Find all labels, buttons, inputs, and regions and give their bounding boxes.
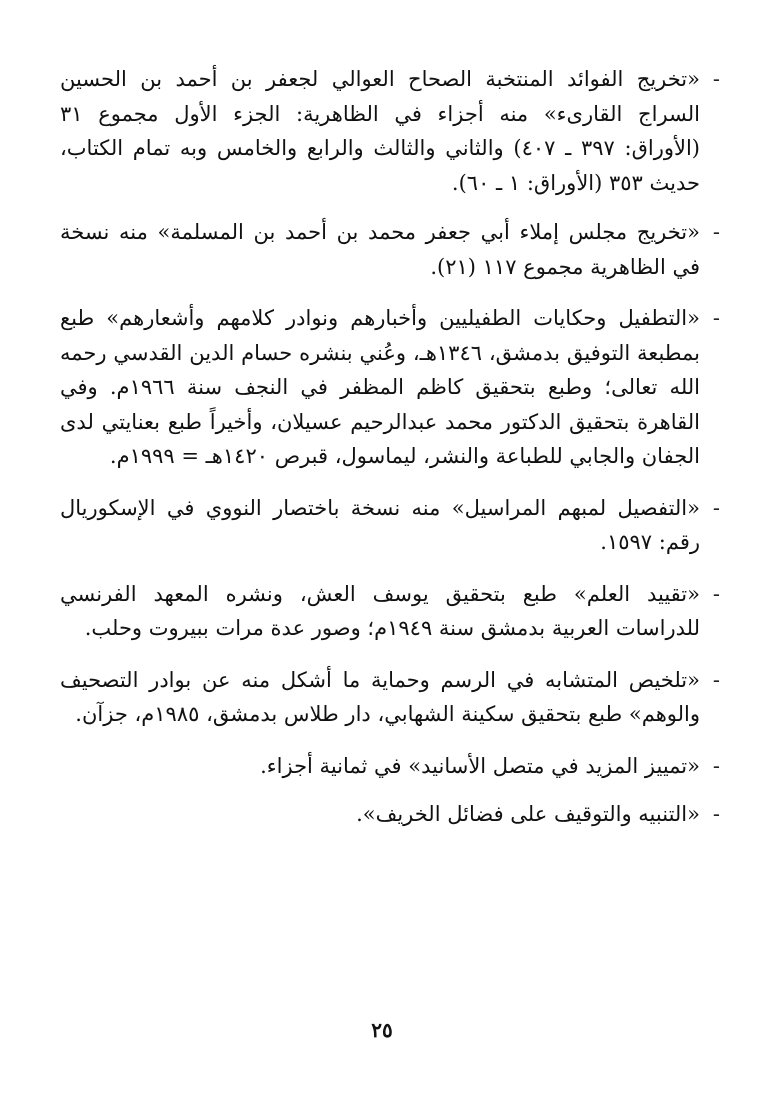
page-number: ٢٥: [371, 1018, 393, 1042]
list-dash: -: [712, 667, 720, 692]
list-item-text: «التنبيه والتوقيف على فضائل الخريف».: [356, 802, 700, 826]
list-item: [60, 215, 720, 284]
list-item: [60, 663, 720, 732]
list-item: [60, 749, 720, 784]
bibliography-list: [60, 62, 720, 832]
list-dash: -: [712, 67, 720, 91]
list-item-text: «تخريج مجلس إملاء أبي جعفر محمد بن أحمد بن المسلمة» منه نسخة في الظاهرية مجموع ١١٧ (٢١).: [60, 220, 700, 279]
list-dash: -: [712, 753, 720, 778]
list-dash: -: [712, 495, 720, 520]
list-dash: -: [712, 306, 720, 330]
list-dash: -: [712, 802, 720, 826]
list-item: [60, 301, 720, 474]
list-item: [60, 491, 720, 560]
list-item-text: «تلخيص المتشابه في الرسم وحماية ما أشكل منه عن بوادر التصحيف والوهم» طبع بتحقيق سكينة الشهابي، دار طلاس بدمشق، ١٩٨٥م، جزآن.: [60, 667, 700, 726]
list-item-text: «التفصيل لمبهم المراسيل» منه نسخة باختصار النووي في الإسكوريال رقم: ١٥٩٧.: [60, 495, 700, 554]
list-item: [60, 797, 720, 832]
list-item: [60, 577, 720, 646]
list-dash: -: [712, 581, 720, 606]
list-item-text: «التطفيل وحكايات الطفيليين وأخبارهم ونوادر كلامهم وأشعارهم» طبع بمطبعة التوفيق بدمشق، ١٣٤٦هـ، وعُني بنشره حسام الدين القدسي رحمه الله تعالى؛ وطبع بتحقيق كاظم المظفر في النجف سنة ١٩٦٦م. وفي القاهرة بتحقيق الدكتور محمد عبدالرحيم عسيلان، وأخيراً طبع بعنايتي لدى الجفان والجابي للطباعة والنشر، ليماسول، قبرص ١٤٢٠هـ = ١٩٩٩م.: [60, 306, 701, 468]
list-dash: -: [712, 220, 720, 244]
list-item: [60, 62, 720, 200]
list-item-text: «تمييز المزيد في متصل الأسانيد» في ثمانية أجزاء.: [260, 753, 700, 778]
list-item-text: «تخريج الفوائد المنتخبة الصحاح العوالي لجعفر بن أحمد بن الحسين السراج القارىء» منه أجزاء في الظاهرية: الجزء الأول مجموع ٣١ (الأوراق: ٣٩٧ ـ ٤٠٧) والثاني والثالث والرابع والخامس وبه تمام الكتاب، حديث ٣٥٣ (الأوراق: ١ ـ ٦٠).: [60, 67, 700, 195]
list-item-text: «تقييد العلم» طبع بتحقيق يوسف العش، ونشره المعهد الفرنسي للدراسات العربية بدمشق سنة ١٩٤٩م؛ وصور عدة مرات ببيروت وحلب.: [60, 581, 700, 640]
